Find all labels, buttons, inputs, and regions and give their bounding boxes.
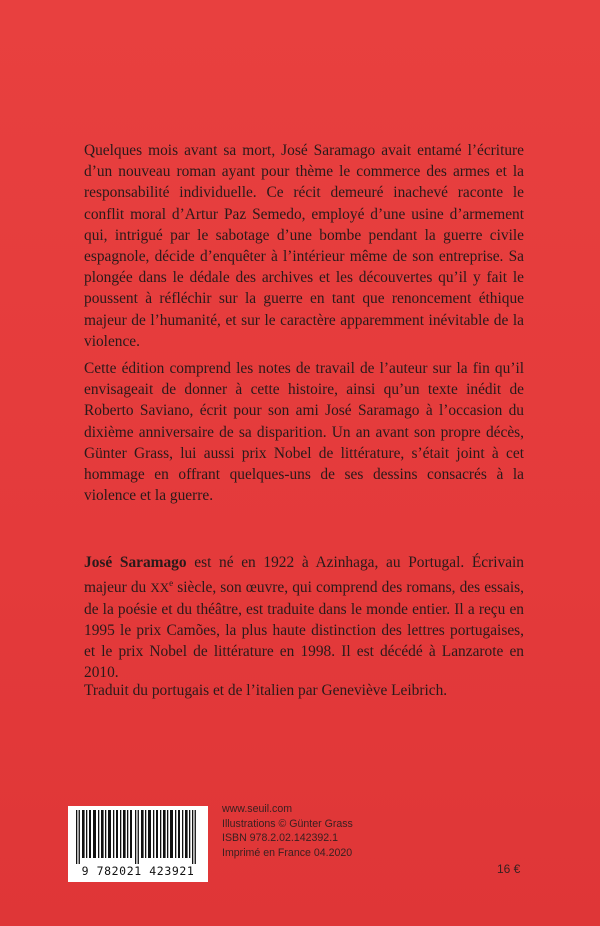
illustrations-credit: Illustrations © Günter Grass <box>222 817 353 830</box>
colophon <box>222 802 353 860</box>
bio-text-2: siècle, son œuvre, qui comprend des romans, des essais, de la poésie et du théâtre, est traduite dans le monde entier. Il a reçu en 1995 le prix Camões, la plus haute distinction des lettres portugaises, et le prix Nobel de littérature en 1998. Il est décédé à Lanzarote en 2010. <box>84 579 524 682</box>
bio-century: XX <box>150 580 170 596</box>
barcode-bars <box>74 810 202 864</box>
isbn-barcode <box>68 806 208 882</box>
isbn-number: ISBN 978.2.02.142392.1 <box>222 832 339 845</box>
bio-century-suffix: e <box>169 578 174 589</box>
bio-text-1: est né en 1922 à Azinhaga, au Portugal. Écrivain majeur du <box>84 554 524 597</box>
translation-credit: Traduit du portugais et de l’italien par Geneviève Leibrich. <box>84 682 448 699</box>
printing-info: Imprimé en France 04.2020 <box>222 846 353 859</box>
barcode-digits: 9 782021 423921 <box>81 864 195 878</box>
summary-paragraph-2: Cette édition comprend les notes de travail de l’auteur sur la fin qu’il envisageait de donner à cette histoire, ainsi qu’un texte inédit de Roberto Saviano, écrit pour son ami José Saramago à l’occasion du dixième anniversaire de sa disparition. Un an avant son propre décès, Günter Grass, lui aussi prix Nobel de littérature, s’était joint à cet hommage en offrant quelques-uns de ses dessins consacrés à la violence et la guerre. <box>84 360 524 505</box>
author-name: José Saramago <box>84 554 187 571</box>
author-bio <box>84 552 524 683</box>
summary-paragraph-1: Quelques mois avant sa mort, José Saramago avait entamé l’écriture d’un nouveau roman ayant pour thème le commerce des armes et la responsabilité individuelle. Ce récit demeuré inachevé raconte le conflit moral d’Artur Paz Semedo, employé d’une usine d’armement qui, intrigué par le sabotage d’une bombe pendant la guerre civile espagnole, décide d’enquêter à l’intérieur même de son entreprise. Sa plongée dans le dédale des archives et les découvertes qu’il y fait le poussent à réfléchir sur la guerre en tant que renoncement éthique majeur de l’humanité, et sur le caractère apparemment inévitable de la violence. <box>84 142 524 350</box>
publisher-website: www.seuil.com <box>222 803 293 815</box>
price: 16 € <box>497 862 521 876</box>
